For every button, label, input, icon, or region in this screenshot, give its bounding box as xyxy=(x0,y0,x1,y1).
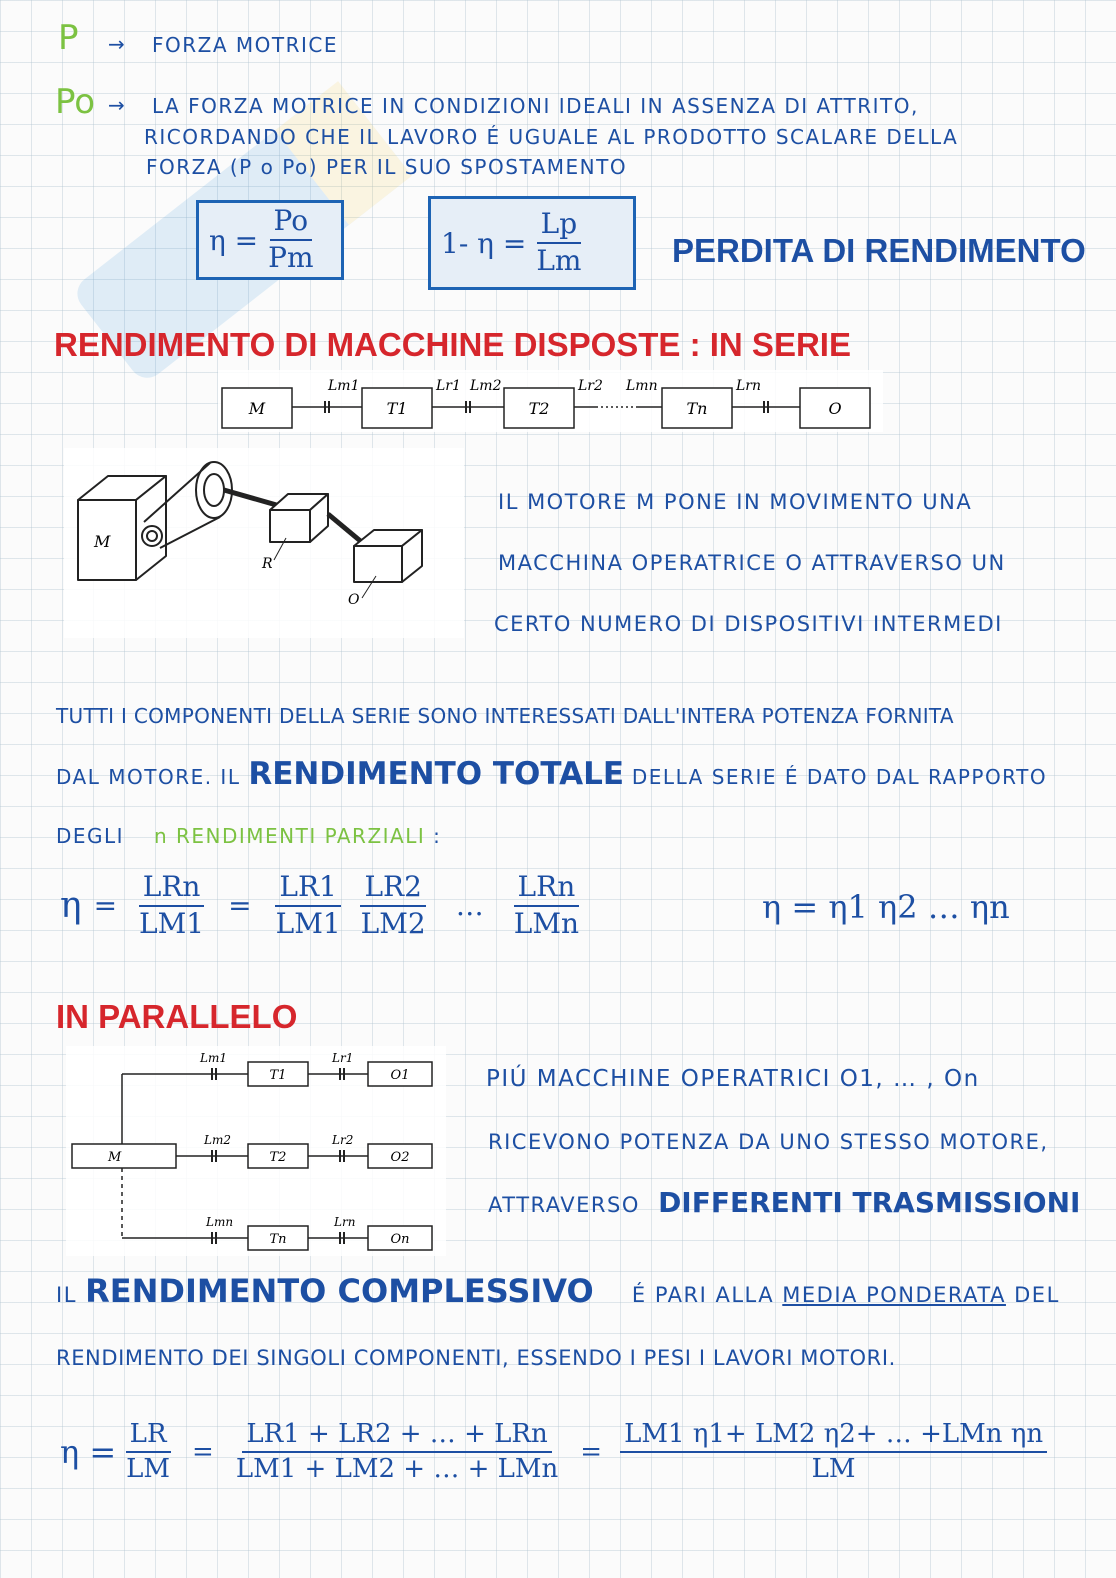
parallelo-desc-line3 xyxy=(488,1186,1080,1219)
numerator: LR2 xyxy=(360,872,426,907)
para-text: DEGLI xyxy=(56,824,125,848)
label-lr1: Lr1 xyxy=(436,378,461,394)
def-p0-line1: LA FORZA MOTRICE IN CONDIZIONI IDEALI IN ASSENZA DI ATTRITO, xyxy=(152,94,919,118)
fraction xyxy=(264,206,317,274)
heading-serie: RENDIMENTO DI MACCHINE DISPOSTE : IN SERIE xyxy=(54,326,851,363)
arrow: → xyxy=(108,93,127,117)
desc-text: ATTRAVERSO xyxy=(488,1193,640,1217)
para-green: n RENDIMENTI PARZIALI xyxy=(153,824,426,848)
block-label-m: M xyxy=(108,1150,122,1165)
fraction xyxy=(620,1420,1047,1483)
equals: = xyxy=(580,1436,603,1467)
block-label-on: On xyxy=(390,1232,410,1247)
def-p-text: FORZA MOTRICE xyxy=(152,33,338,57)
fraction xyxy=(532,209,585,277)
parallelo-desc-line2: RICEVONO POTENZA DA UNO STESSO MOTORE, xyxy=(488,1130,1049,1154)
denominator: LMn xyxy=(513,906,580,940)
heading-parallelo: IN PARALLELO xyxy=(56,998,298,1035)
equals: = xyxy=(228,889,252,923)
parallelo-desc-line1: PIÚ MACCHINE OPERATRICI O1, … , On xyxy=(486,1066,980,1092)
parallelo-para-line2: RENDIMENTO DEI SINGOLI COMPONENTI, ESSENDO I PESI I LAVORI MOTORI. xyxy=(56,1346,896,1370)
serie-desc-line2: MACCHINA OPERATRICE O ATTRAVERSO UN xyxy=(498,551,1006,575)
drawing-label-r: R xyxy=(262,556,273,572)
drawing-label-m: M xyxy=(94,532,111,551)
para-bold: RENDIMENTO COMPLESSIVO xyxy=(85,1272,594,1310)
denominator: LM2 xyxy=(360,906,426,940)
block-label-tn: Tn xyxy=(269,1232,287,1247)
drawing-label-o: O xyxy=(348,592,360,608)
serie-product-formula: η = η1 η2 … ηn xyxy=(762,888,1010,926)
label-lm1: Lm1 xyxy=(200,1051,227,1065)
serie-desc-line3: CERTO NUMERO DI DISPOSITIVI INTERMEDI xyxy=(494,612,1003,636)
serie-formula xyxy=(60,872,589,940)
def-p0-line3: FORZA (P o Po) PER IL SUO SPOSTAMENTO xyxy=(146,155,628,179)
block-label-t1: T1 xyxy=(386,399,408,418)
block-label-tn: Tn xyxy=(686,399,708,418)
label-lr2: Lr2 xyxy=(332,1133,354,1147)
denominator: LM xyxy=(126,1453,171,1484)
serie-para-line1: TUTTI I COMPONENTI DELLA SERIE SONO INTERESSATI DALL'INTERA POTENZA FORNITA xyxy=(56,704,954,728)
serie-para-line3 xyxy=(56,824,441,848)
denominator: LM xyxy=(811,1453,856,1484)
para-text: : xyxy=(433,824,442,848)
label-lmn: Lmn xyxy=(626,378,658,394)
eta: η = xyxy=(60,1432,117,1471)
perdita-label: PERDITA DI RENDIMENTO xyxy=(672,232,1086,269)
block-label-o: O xyxy=(828,399,842,418)
ellipsis: … xyxy=(455,889,484,923)
formula-box-efficiency xyxy=(196,200,344,280)
fraction xyxy=(510,872,583,940)
label-lm2: Lm2 xyxy=(204,1133,231,1147)
numerator: LRn xyxy=(139,872,205,907)
label-lmn: Lmn xyxy=(206,1215,234,1229)
block-label-o1: O1 xyxy=(390,1068,410,1083)
parallelo-para-line1 xyxy=(56,1272,1060,1310)
denominator: LM1 + LM2 + … + LMn xyxy=(235,1453,559,1484)
block-label-t2: T2 xyxy=(528,399,550,418)
block-label-o2: O2 xyxy=(390,1150,410,1165)
label-lrn: Lrn xyxy=(334,1215,356,1229)
equals: = xyxy=(192,1436,214,1467)
para-text: DELLA SERIE É DATO DAL RAPPORTO xyxy=(631,765,1048,789)
numerator: LM1 η1+ LM2 η2+ … +LMn ηn xyxy=(620,1420,1047,1453)
serie-desc-line1: IL MOTORE M PONE IN MOVIMENTO UNA xyxy=(498,490,973,514)
label-lrn: Lrn xyxy=(736,378,762,394)
eta: η xyxy=(60,885,82,927)
equals: = xyxy=(93,889,118,923)
machine-drawing xyxy=(64,448,464,638)
desc-bold: DIFFERENTI TRASMISSIONI xyxy=(658,1186,1081,1219)
label-lr2: Lr2 xyxy=(578,378,603,394)
numerator: LRn xyxy=(514,872,580,907)
block-label-t2: T2 xyxy=(269,1150,287,1165)
denominator: LM1 xyxy=(139,906,205,940)
formula-lhs: 1- η = xyxy=(441,226,527,260)
para-bold: RENDIMENTO TOTALE xyxy=(248,756,625,792)
para-text: É PARI ALLA xyxy=(631,1283,775,1307)
para-text: DEL xyxy=(1014,1283,1060,1307)
fraction xyxy=(135,872,208,940)
serie-para-line2 xyxy=(56,756,1047,792)
denominator: Pm xyxy=(268,241,314,274)
block-label-t1: T1 xyxy=(269,1068,287,1083)
numerator: LR1 + LR2 + … + LRn xyxy=(242,1420,551,1453)
fraction xyxy=(272,872,345,940)
fraction xyxy=(232,1420,562,1483)
numerator: LR xyxy=(126,1420,171,1453)
formula-box-loss xyxy=(428,196,636,290)
denominator: LM1 xyxy=(275,906,341,940)
formula-lhs: η = xyxy=(209,223,259,257)
numerator: Lp xyxy=(537,209,582,244)
parallelo-formula xyxy=(60,1420,1053,1483)
para-underlined: MEDIA PONDERATA xyxy=(782,1283,1006,1307)
def-p0-line2: RICORDANDO CHE IL LAVORO É UGUALE AL PRODOTTO SCALARE DELLA xyxy=(144,125,959,149)
numerator: LR1 xyxy=(275,872,341,907)
para-text: IL xyxy=(56,1283,77,1307)
block-label-m: M xyxy=(248,399,266,418)
denominator: Lm xyxy=(536,244,582,277)
series-diagram xyxy=(218,370,883,432)
numerator: Po xyxy=(270,206,313,241)
symbol-p: P xyxy=(58,18,79,58)
fraction xyxy=(122,1420,174,1483)
label-lr1: Lr1 xyxy=(332,1051,354,1065)
para-text: DAL MOTORE. IL xyxy=(56,765,241,789)
block-m xyxy=(72,1144,176,1168)
symbol-p0: Po xyxy=(55,82,96,122)
label-lm1: Lm1 xyxy=(328,378,360,394)
arrow: → xyxy=(108,32,127,56)
parallel-diagram xyxy=(66,1046,446,1256)
fraction xyxy=(357,872,430,940)
label-lm2: Lm2 xyxy=(470,378,502,394)
